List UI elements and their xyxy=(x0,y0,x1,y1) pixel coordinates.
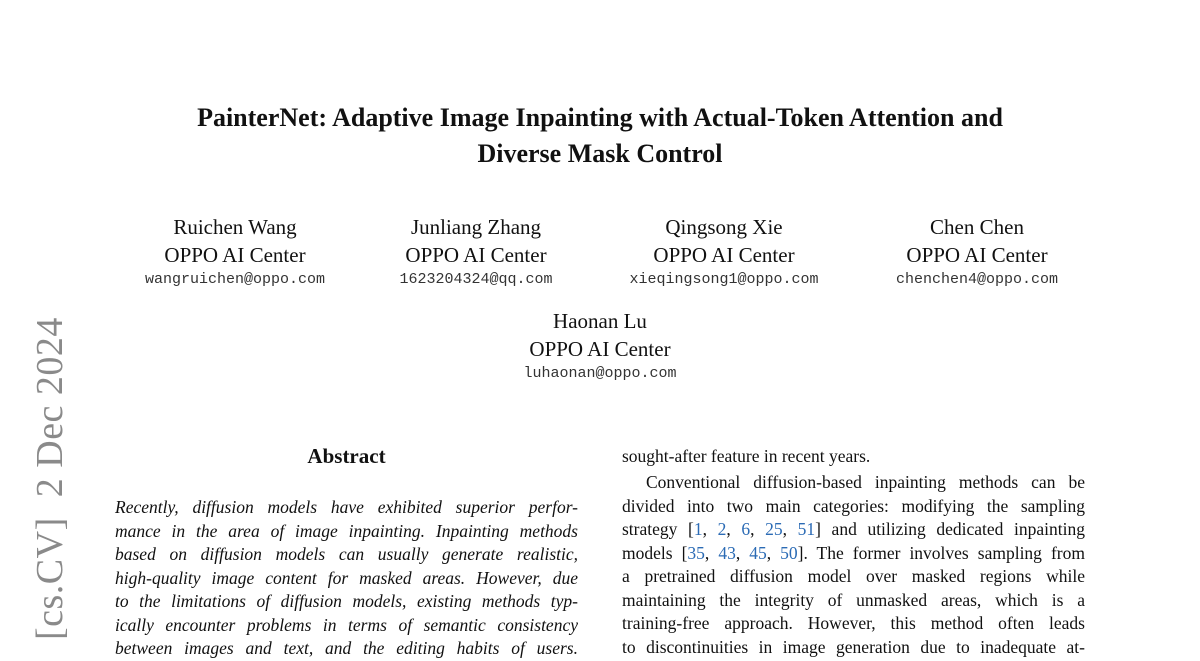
author-name: Qingsong Xie xyxy=(665,215,783,239)
body-line: sought-after feature in recent years. xyxy=(622,446,871,466)
author-affiliation: OPPO AI Center xyxy=(405,243,547,267)
body-line: to discontinuities in image generation due to inadequate at- xyxy=(622,637,1085,657)
author-affiliation: OPPO AI Center xyxy=(653,243,795,267)
body-text: ]. The former involves sampling from xyxy=(797,542,1085,563)
author-affiliation: OPPO AI Center xyxy=(164,243,306,267)
abstract-heading: Abstract xyxy=(307,444,386,468)
author-name: Haonan Lu xyxy=(553,309,647,333)
citation-link[interactable]: 45 xyxy=(749,542,767,563)
abstract-line: between images and text, and the editing habits of users. xyxy=(115,638,578,658)
body-line: training-free approach. However, this method often leads xyxy=(622,613,1085,633)
body-text: models [ xyxy=(622,542,688,563)
citation-link[interactable]: 43 xyxy=(718,542,736,563)
author-name: Junliang Zhang xyxy=(410,215,542,239)
author-block-3 xyxy=(594,213,854,291)
citation-link[interactable]: 1 xyxy=(693,519,703,539)
citation-link[interactable]: 35 xyxy=(687,542,705,563)
paper-title-line-2: Diverse Mask Control xyxy=(477,139,723,168)
citation-link[interactable]: 25 xyxy=(765,519,783,539)
arxiv-side-stamp xyxy=(26,314,74,640)
author-email: wangruichen@oppo.com xyxy=(144,271,326,288)
author-email: 1623204324@qq.com xyxy=(399,271,553,288)
citation-link[interactable]: 50 xyxy=(780,542,798,563)
citation-link[interactable]: 2 xyxy=(717,519,727,539)
abstract-line: mance in the area of image inpainting. Inpainting methods xyxy=(115,520,578,541)
author-block-1 xyxy=(105,213,365,291)
author-block-4 xyxy=(847,213,1107,291)
paper-title xyxy=(150,100,1050,172)
body-text: strategy [ xyxy=(622,519,694,539)
body-line: maintaining the integrity of unmasked areas, which is a xyxy=(622,589,1085,610)
paper-title-line-1: PainterNet: Adaptive Image Inpainting with Actual-Token Attention and xyxy=(197,103,1003,132)
author-email: luhaonan@oppo.com xyxy=(523,365,677,382)
arxiv-stamp-text: [cs.CV] 2 Dec 2024 xyxy=(29,317,71,640)
abstract-line: Recently, diffusion models have exhibited superior perfor- xyxy=(115,497,578,517)
abstract-line: high-quality image content for masked areas. However, due xyxy=(115,567,578,588)
body-line: divided into two main categories: modifying the sampling xyxy=(622,495,1085,516)
citation-link[interactable]: 6 xyxy=(741,519,751,539)
abstract-line: ically encounter problems in terms of semantic consistency xyxy=(115,614,578,635)
author-block-5 xyxy=(470,307,730,385)
citation-link[interactable]: 51 xyxy=(797,519,816,539)
author-name: Ruichen Wang xyxy=(173,215,297,239)
body-line-with-citations: strategy [1, 2, 6, 25, 51] and utilizing dedicated inpainting xyxy=(622,519,1086,539)
abstract-line: to the limitations of diffusion models, existing methods typ- xyxy=(115,591,578,611)
body-line-with-citations: models [35, 43, 45, 50]. The former involves sampling from xyxy=(622,542,1085,563)
author-affiliation: OPPO AI Center xyxy=(906,243,1048,267)
abstract-line: based on diffusion models can usually generate realistic, xyxy=(115,544,578,564)
body-line: Conventional diffusion-based inpainting methods can be xyxy=(646,472,1085,492)
author-block-2 xyxy=(346,213,606,291)
author-affiliation: OPPO AI Center xyxy=(529,337,671,361)
author-name: Chen Chen xyxy=(930,215,1024,239)
author-email: xieqingsong1@oppo.com xyxy=(629,271,819,288)
body-line: a pretrained diffusion model over masked regions while xyxy=(622,566,1085,586)
body-text: ] and utilizing dedicated inpainting xyxy=(815,519,1086,539)
author-email: chenchen4@oppo.com xyxy=(895,271,1059,288)
